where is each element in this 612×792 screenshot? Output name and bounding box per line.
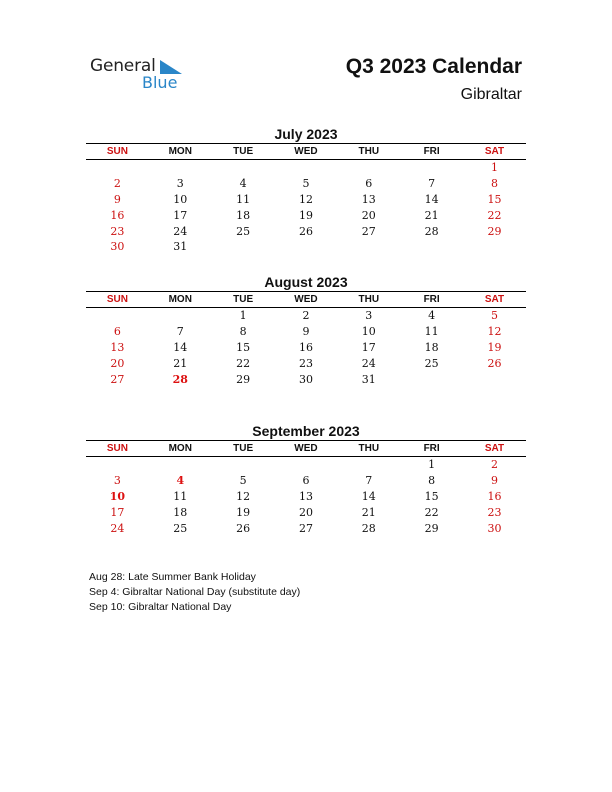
weekday-header: SAT: [463, 441, 526, 457]
week-row: [86, 192, 526, 208]
day-cell: 10: [109, 489, 126, 503]
empty-day-cell: [86, 308, 149, 324]
weekday-header: SUN: [86, 292, 149, 308]
day-cell: 23: [487, 505, 502, 519]
day-cell: 27: [110, 372, 125, 386]
day-cell: 29: [236, 372, 251, 386]
day-cell: 27: [361, 224, 376, 238]
day-cell: 6: [302, 474, 310, 488]
day-cell: 2: [302, 309, 310, 323]
day-cell: 17: [110, 505, 125, 519]
day-cell: 2: [113, 177, 121, 191]
day-cell: 28: [424, 224, 439, 238]
month-block-august: [86, 273, 526, 387]
empty-day-cell: [212, 457, 275, 473]
day-cell: 19: [236, 505, 251, 519]
day-cell: 13: [361, 192, 376, 206]
day-cell: 12: [236, 489, 251, 503]
day-cell: 8: [428, 474, 436, 488]
empty-day-cell: [212, 239, 275, 255]
day-cell: 3: [176, 177, 184, 191]
day-cell: 19: [487, 340, 502, 354]
weekday-header: SAT: [463, 144, 526, 160]
logo-general-text: General: [90, 56, 156, 76]
day-cell: 1: [491, 161, 499, 175]
week-row: [86, 207, 526, 223]
week-row: [86, 239, 526, 255]
day-cell: 5: [491, 309, 499, 323]
month-title: September 2023: [252, 423, 360, 439]
empty-day-cell: [337, 457, 400, 473]
day-cell: 12: [298, 192, 313, 206]
empty-day-cell: [86, 457, 149, 473]
empty-day-cell: [400, 239, 463, 255]
weekday-header: SUN: [86, 144, 149, 160]
week-row: [86, 308, 526, 324]
calendar-grid: [86, 143, 526, 255]
week-row: [86, 489, 526, 505]
empty-day-cell: [337, 160, 400, 176]
empty-day-cell: [275, 239, 338, 255]
day-cell: 23: [110, 224, 125, 238]
empty-day-cell: [275, 457, 338, 473]
day-cell: 25: [173, 521, 188, 535]
week-row: [86, 160, 526, 176]
day-cell: 14: [424, 192, 439, 206]
weekday-header: MON: [149, 292, 212, 308]
page-subtitle: Gibraltar: [460, 86, 522, 103]
day-cell: 17: [361, 340, 376, 354]
day-cell: 22: [236, 356, 251, 370]
day-cell: 7: [428, 177, 436, 191]
day-cell: 24: [110, 521, 125, 535]
day-cell: 3: [113, 474, 121, 488]
day-cell: 4: [428, 309, 436, 323]
day-cell: 26: [487, 356, 502, 370]
day-cell: 31: [361, 372, 376, 386]
weekday-header: TUE: [212, 144, 275, 160]
month-block-july: [86, 125, 526, 255]
month-block-september: [86, 422, 526, 536]
day-cell: 4: [176, 474, 185, 488]
week-row: [86, 520, 526, 536]
day-cell: 9: [113, 192, 121, 206]
month-title: July 2023: [274, 126, 338, 142]
empty-day-cell: [275, 160, 338, 176]
weekday-header: THU: [337, 441, 400, 457]
month-title: August 2023: [264, 274, 348, 290]
calendar-grid: [86, 440, 526, 536]
day-cell: 5: [302, 177, 310, 191]
day-cell: 10: [173, 192, 188, 206]
weekday-header: WED: [275, 292, 338, 308]
day-cell: 9: [302, 325, 310, 339]
logo-triangle-icon: [160, 60, 182, 74]
day-cell: 11: [173, 489, 188, 503]
week-row: [86, 457, 526, 473]
day-cell: 26: [298, 224, 313, 238]
day-cell: 19: [298, 208, 313, 222]
weekday-header: FRI: [400, 144, 463, 160]
holiday-note: Sep 10: Gibraltar National Day: [89, 601, 232, 613]
empty-day-cell: [86, 160, 149, 176]
day-cell: 20: [298, 505, 313, 519]
day-cell: 13: [298, 489, 313, 503]
day-cell: 11: [236, 192, 251, 206]
week-row: [86, 324, 526, 340]
week-row: [86, 176, 526, 192]
empty-day-cell: [400, 371, 463, 387]
day-cell: 18: [424, 340, 439, 354]
logo: [90, 56, 200, 96]
week-row: [86, 355, 526, 371]
day-cell: 18: [173, 505, 188, 519]
week-row: [86, 473, 526, 489]
day-cell: 1: [239, 309, 247, 323]
empty-day-cell: [149, 457, 212, 473]
day-cell: 6: [365, 177, 373, 191]
holiday-note: Aug 28: Late Summer Bank Holiday: [89, 571, 256, 583]
day-cell: 3: [365, 309, 373, 323]
weekday-header: FRI: [400, 441, 463, 457]
weekday-header: FRI: [400, 292, 463, 308]
day-cell: 25: [236, 224, 251, 238]
week-row: [86, 223, 526, 239]
empty-day-cell: [149, 308, 212, 324]
day-cell: 11: [424, 325, 439, 339]
weekday-header: THU: [337, 144, 400, 160]
day-cell: 26: [236, 521, 251, 535]
day-cell: 28: [172, 372, 188, 386]
day-cell: 13: [110, 340, 125, 354]
day-cell: 7: [176, 325, 184, 339]
day-cell: 4: [239, 177, 247, 191]
day-cell: 15: [424, 489, 439, 503]
day-cell: 8: [491, 177, 499, 191]
logo-blue-text: Blue: [142, 73, 178, 92]
day-cell: 22: [424, 505, 439, 519]
day-cell: 22: [487, 208, 502, 222]
empty-day-cell: [212, 160, 275, 176]
day-cell: 10: [361, 325, 376, 339]
day-cell: 12: [487, 325, 502, 339]
week-row: [86, 340, 526, 356]
weekday-header: SAT: [463, 292, 526, 308]
day-cell: 1: [428, 458, 436, 472]
day-cell: 16: [298, 340, 313, 354]
day-cell: 14: [173, 340, 188, 354]
day-cell: 6: [113, 325, 121, 339]
day-cell: 23: [298, 356, 313, 370]
weekday-header: THU: [337, 292, 400, 308]
weekday-header: TUE: [212, 292, 275, 308]
day-cell: 16: [487, 489, 502, 503]
weekday-header: SUN: [86, 441, 149, 457]
day-cell: 24: [173, 224, 188, 238]
weekday-header: WED: [275, 144, 338, 160]
day-cell: 15: [487, 192, 502, 206]
day-cell: 18: [236, 208, 251, 222]
weekday-header: MON: [149, 144, 212, 160]
day-cell: 21: [424, 208, 439, 222]
day-cell: 21: [361, 505, 376, 519]
day-cell: 5: [239, 474, 247, 488]
day-cell: 25: [424, 356, 439, 370]
day-cell: 14: [361, 489, 376, 503]
day-cell: 8: [239, 325, 247, 339]
day-cell: 28: [361, 521, 376, 535]
empty-day-cell: [149, 160, 212, 176]
day-cell: 30: [298, 372, 313, 386]
day-cell: 29: [487, 224, 502, 238]
day-cell: 20: [361, 208, 376, 222]
day-cell: 31: [173, 240, 188, 254]
holiday-notes: [89, 570, 300, 615]
empty-day-cell: [463, 371, 526, 387]
calendar-grid: [86, 291, 526, 387]
day-cell: 27: [298, 521, 313, 535]
empty-day-cell: [463, 239, 526, 255]
day-cell: 2: [491, 458, 499, 472]
day-cell: 30: [110, 240, 125, 254]
empty-day-cell: [400, 160, 463, 176]
day-cell: 15: [236, 340, 251, 354]
day-cell: 9: [491, 474, 499, 488]
day-cell: 21: [173, 356, 188, 370]
empty-day-cell: [337, 239, 400, 255]
day-cell: 24: [361, 356, 376, 370]
week-row: [86, 371, 526, 387]
day-cell: 17: [173, 208, 188, 222]
holiday-note: Sep 4: Gibraltar National Day (substitute day): [89, 586, 301, 598]
page-title: Q3 2023 Calendar: [345, 55, 522, 78]
day-cell: 16: [110, 208, 125, 222]
week-row: [86, 504, 526, 520]
weekday-header: MON: [149, 441, 212, 457]
day-cell: 29: [424, 521, 439, 535]
day-cell: 20: [110, 356, 125, 370]
weekday-header: TUE: [212, 441, 275, 457]
day-cell: 30: [487, 521, 502, 535]
day-cell: 7: [365, 474, 373, 488]
weekday-header: WED: [275, 441, 338, 457]
